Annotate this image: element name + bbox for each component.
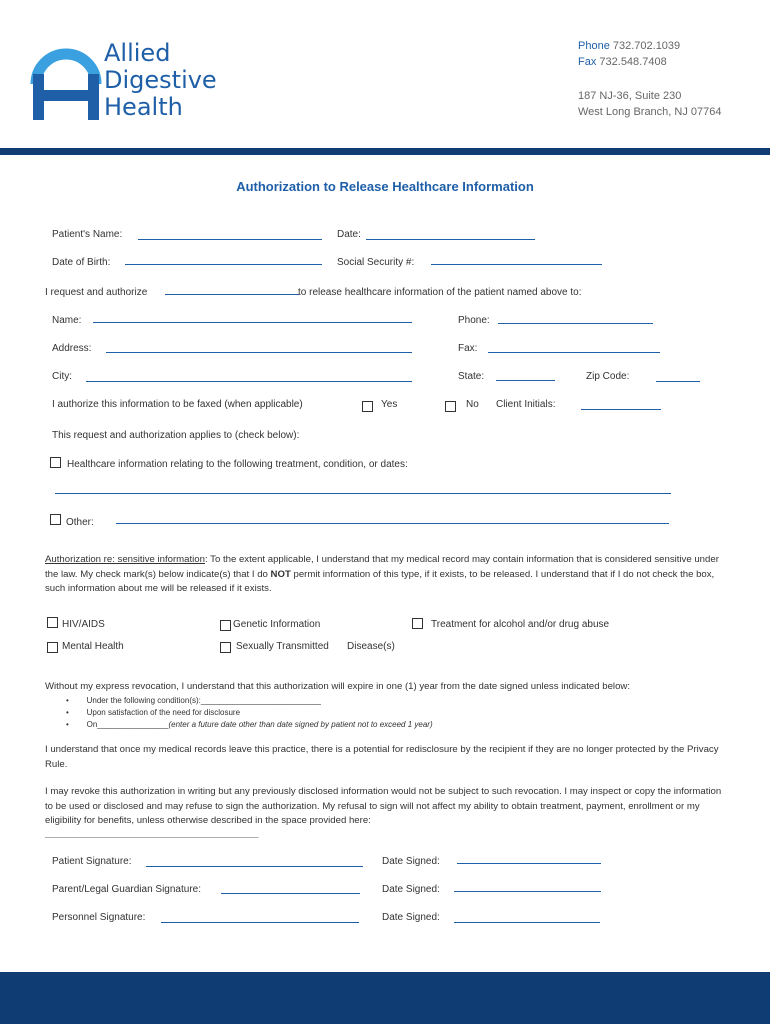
state-label: State: bbox=[458, 371, 485, 382]
std-label-2: Disease(s) bbox=[347, 641, 395, 652]
mental-health-checkbox[interactable] bbox=[47, 642, 58, 653]
guardian-date-signed-field[interactable] bbox=[454, 891, 601, 892]
recipient-state-field[interactable] bbox=[496, 380, 555, 381]
revocation-text: Without my express revocation, I understand that this authorization will expire in one (1) year from the date signed unless indicated below: bbox=[45, 681, 630, 692]
guardian-signature-label: Parent/Legal Guardian Signature: bbox=[52, 884, 201, 895]
form-title: Authorization to Release Healthcare Information bbox=[236, 179, 534, 194]
date-field[interactable] bbox=[366, 239, 535, 240]
fax-no-label: No bbox=[466, 399, 479, 410]
healthcare-info-label: Healthcare information relating to the following treatment, condition, or dates: bbox=[67, 459, 408, 470]
personnel-date-signed-label: Date Signed: bbox=[382, 912, 440, 923]
patient-date-signed-field[interactable] bbox=[457, 863, 601, 864]
mental-health-label: Mental Health bbox=[62, 641, 124, 652]
personnel-date-signed-field[interactable] bbox=[454, 922, 600, 923]
std-checkbox[interactable] bbox=[220, 642, 231, 653]
address-label: Address: bbox=[52, 343, 92, 354]
dob-label: Date of Birth: bbox=[52, 257, 111, 268]
fax-authorize-label: I authorize this information to be faxed (when applicable) bbox=[52, 399, 303, 410]
alcohol-drug-checkbox[interactable] bbox=[412, 618, 423, 629]
guardian-date-signed-label: Date Signed: bbox=[382, 884, 440, 895]
phone-label: Phone: bbox=[458, 315, 490, 326]
fax-label: Fax: bbox=[458, 343, 478, 354]
dob-field[interactable] bbox=[125, 264, 322, 265]
logo-text: Allied Digestive Health bbox=[104, 39, 217, 121]
sensitive-info-heading: Authorization re: sensitive information bbox=[45, 554, 205, 565]
redisclosure-paragraph: I understand that once my medical records leave this practice, there is a potential for redisclosure by the recipient if they are no longer protected by the Privacy Rule. bbox=[45, 744, 719, 770]
request-authorize-label: I request and authorize bbox=[45, 287, 148, 298]
genetic-info-label: Genetic Information bbox=[233, 619, 321, 630]
healthcare-info-checkbox[interactable] bbox=[50, 457, 61, 468]
name-label: Name: bbox=[52, 315, 82, 326]
applies-label: This request and authorization applies to (check below): bbox=[52, 430, 300, 441]
genetic-info-checkbox[interactable] bbox=[220, 620, 231, 631]
recipient-phone-field[interactable] bbox=[498, 323, 653, 324]
hiv-aids-checkbox[interactable] bbox=[47, 617, 58, 628]
address-line-1: 187 NJ-36, Suite 230 bbox=[578, 90, 682, 102]
header-bar bbox=[0, 148, 770, 155]
guardian-signature-field[interactable] bbox=[221, 893, 360, 894]
client-initials-field[interactable] bbox=[581, 409, 661, 410]
recipient-name-field[interactable] bbox=[93, 322, 412, 323]
address-line-2: West Long Branch, NJ 07764 bbox=[578, 106, 722, 118]
patient-name-label: Patient's Name: bbox=[52, 229, 123, 240]
revoke-description-field[interactable]: ________________________________________________ bbox=[45, 829, 259, 838]
sensitive-info-paragraph: Authorization re: sensitive information: To the extent applicable, I understand that my medical record may contain information that is considered sensitive under the law. My check mark(s) below indicate(s) that I do NOT permit information of this type, if it exists, to be released. I understand that if I do not check the box, such information about me will be released if it exists. bbox=[45, 554, 719, 594]
patient-signature-label: Patient Signature: bbox=[52, 856, 132, 867]
patient-date-signed-label: Date Signed: bbox=[382, 856, 440, 867]
fax-line: Fax 732.548.7408 bbox=[578, 56, 667, 68]
recipient-fax-field[interactable] bbox=[488, 352, 660, 353]
ssn-label: Social Security #: bbox=[337, 257, 415, 268]
hiv-aids-label: HIV/AIDS bbox=[62, 619, 105, 630]
footer-bar bbox=[0, 972, 770, 1024]
revocation-bullets bbox=[66, 695, 433, 731]
recipient-city-field[interactable] bbox=[86, 381, 412, 382]
recipient-address-field[interactable] bbox=[106, 352, 412, 353]
fax-yes-checkbox[interactable] bbox=[362, 401, 373, 412]
client-initials-label: Client Initials: bbox=[496, 399, 556, 410]
bullet-condition: • Under the following condition(s):___________________________ bbox=[66, 696, 322, 705]
zip-label: Zip Code: bbox=[586, 371, 630, 382]
other-checkbox[interactable] bbox=[50, 514, 61, 525]
logo bbox=[30, 34, 220, 124]
phone-line: Phone 732.702.1039 bbox=[578, 40, 681, 52]
fax-yes-label: Yes bbox=[381, 399, 398, 410]
bullet-satisfaction: • Upon satisfaction of the need for disclosure bbox=[66, 708, 241, 717]
authorized-party-field[interactable] bbox=[165, 294, 299, 295]
ssn-field[interactable] bbox=[431, 264, 602, 265]
patient-signature-field[interactable] bbox=[146, 866, 363, 867]
personnel-signature-label: Personnel Signature: bbox=[52, 912, 146, 923]
healthcare-info-field[interactable] bbox=[55, 493, 671, 494]
recipient-zip-field[interactable] bbox=[656, 381, 700, 382]
city-label: City: bbox=[52, 371, 72, 382]
other-label: Other: bbox=[66, 517, 94, 528]
other-field[interactable] bbox=[116, 523, 669, 524]
revoke-paragraph: I may revoke this authorization in writing but any previously disclosed information would not be subject to such revocation. I may inspect or copy the information to be used or disclosed and may refuse to sign the authorization. My refusal to sign will not affect my ability to obtain treatment, payment, enrollment or my eligibility for benefits, unless otherwise described in the space provided here: bbox=[45, 786, 722, 826]
patient-name-field[interactable] bbox=[138, 239, 322, 240]
date-label: Date: bbox=[337, 229, 361, 240]
alcohol-drug-label: Treatment for alcohol and/or drug abuse bbox=[431, 619, 610, 630]
release-to-label: to release healthcare information of the patient named above to: bbox=[298, 287, 582, 298]
std-label: Sexually Transmitted bbox=[236, 641, 329, 652]
contact-info bbox=[578, 38, 722, 120]
bullet-date: • On________________(enter a future date other than date signed by patient not to exceed 1 year) bbox=[66, 720, 433, 729]
personnel-signature-field[interactable] bbox=[161, 922, 359, 923]
fax-no-checkbox[interactable] bbox=[445, 401, 456, 412]
logo-mark-icon bbox=[30, 34, 102, 120]
